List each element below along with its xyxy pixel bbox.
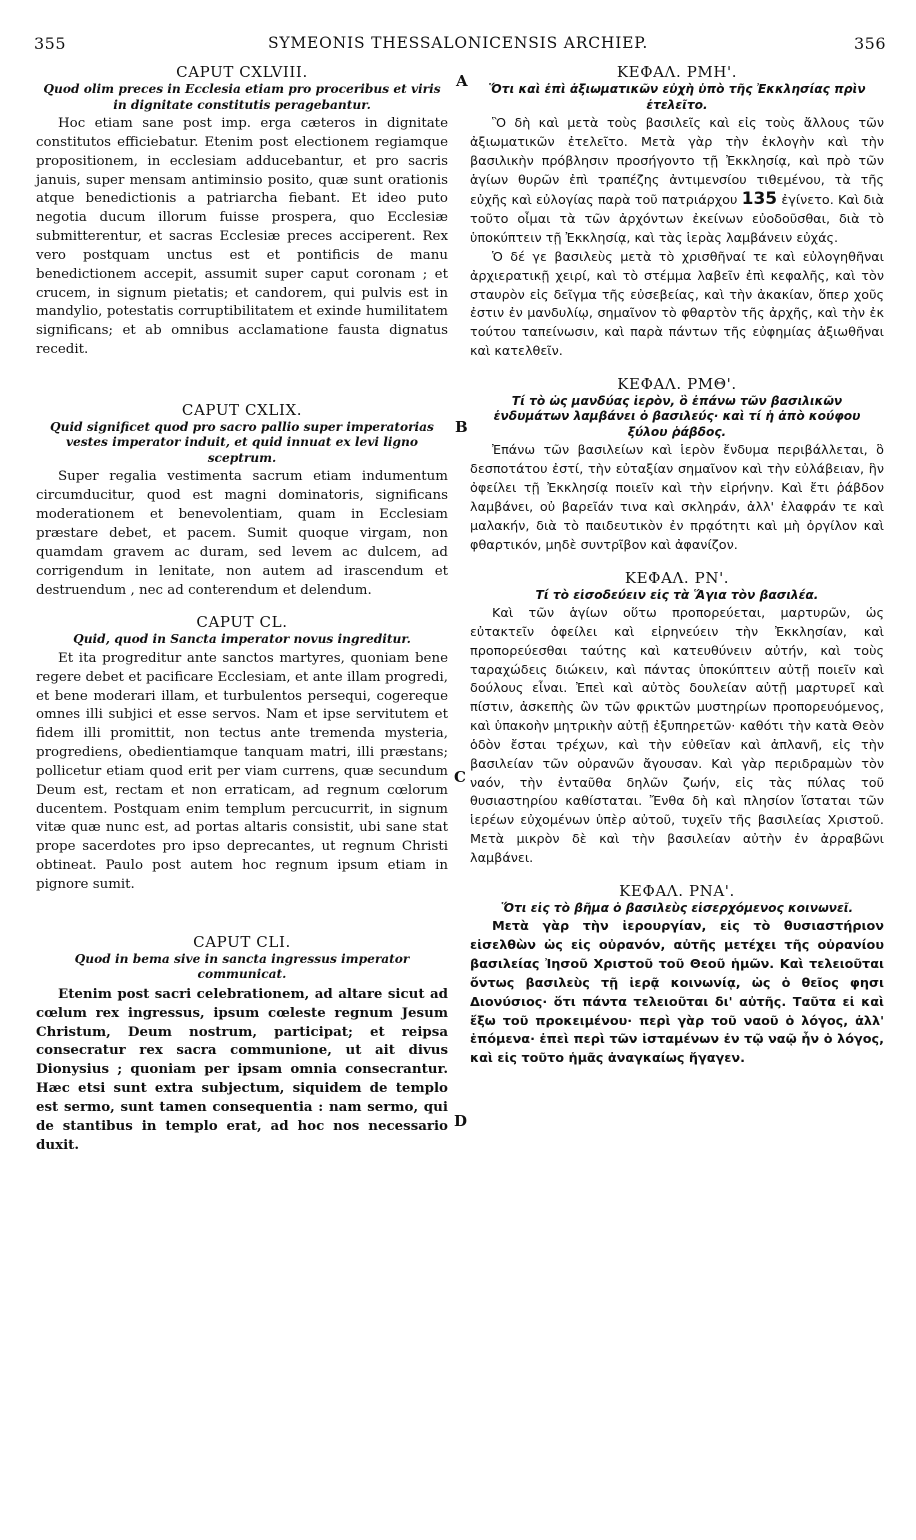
running-title: SYMEONIS THESSALONICENSIS ARCHIEP. (267, 34, 649, 52)
chapter-subtitle: Ὅτι καὶ ἐπὶ ἀξιωματικῶν εὐχὴ ὑπὸ τῆς Ἐκκλησίας πρὶν ἐτελεῖτο. (488, 82, 866, 112)
margin-marker-a: A (456, 72, 468, 90)
margin-marker-c: C (454, 768, 466, 786)
chapter-heading: CAPUT CL. (196, 613, 288, 632)
latin-column (36, 62, 448, 1154)
chapter-heading: ΚΕΦΑΛ. ΡΝ'. (624, 568, 730, 587)
chapter-heading: ΚΕΦΑΛ. ΡΜΗ'. (616, 63, 738, 81)
chapter-text: Super regalia vestimenta sacrum etiam indumentum circumducitur, quod est magni dominatoris, significans moderationem et benevolentiam, quam in Ecclesiam præstare debet, et pacem. Sumit quoque virgam, non quamdam gravem ac duram, sed levem ac dulcem, ad corrigendum in lenitate, non autem ad irascendum et destruendum , nec ad conterendum et delendum. (36, 469, 448, 598)
chapter-text-part: Ὃ δὴ καὶ μετὰ τοὺς βασιλεῖς καὶ εἰς τοὺς ἄλλους τῶν ἀξιωματικῶν ἐτελεῖτο. Μετὰ γὰρ τὴν ἐκλογὴν καὶ τὴν βασιλικὴν πρόβλησιν προσήγοντο τῇ Ἐκκλησίᾳ, καὶ πρὸ τῶν ἁγίων θυρῶν ἐπὶ τραπέζης ἀντιμενσίου τιθεμένου, τὰ τῆς εὐχῆς καὶ εὐλογίας παρὰ τοῦ πατριάρχου (470, 116, 884, 209)
chapter-subtitle: Quod in bema sive in sancta ingressus imperator communicat. (74, 951, 410, 982)
chapter-subtitle: Quod olim preces in Ecclesia etiam pro proceribus et viris in dignitate constitutis peragebantur. (43, 82, 441, 112)
margin-marker-b: B (455, 418, 468, 436)
running-header (30, 34, 886, 58)
chapter-heading: ΚΕΦΑΛ. ΡΝΑ'. (619, 881, 735, 900)
chapter-text (470, 115, 884, 249)
chapter-text: Καὶ τῶν ἁγίων οὕτω προπορεύεται, μαρτυρῶν, ὡς εὐτακτεῖν ὀφείλει καὶ εἰρηνεύειν τὴν Ἐκκλησίαν, καὶ προπορεύεσθαι ταύτης καὶ κατευθύνειν αὐτήν, καὶ τοὺς ταραχώδεις διώκειν, καὶ πάντας ὑποκύπτειν αὐτῇ ποιεῖν καὶ δούλους εἶναι. Ἐπεὶ καὶ αὐτὸς δουλείαν αὐτῇ μαρτυρεῖ καὶ πίστιν, ἀσκεπὴς ὢν τῶν φρικτῶν μυστηρίων προπορευόμενος, καὶ ὑπακοὴν μητρικὴν αὐτῇ ἐξυπηρετῶν· καθότι τὴν κατὰ Θεὸν ὁδὸν ἔσται τρέχων, καὶ τὴν εὐθεῖαν καὶ ἀπλανῆ, εἰς τὴν βασιλείαν τῶν οὐρανῶν ἄγουσαν. Καὶ γὰρ περιδραμὼν τὸν ναόν, τὴν ἐνταῦθα δηλῶν ζωήν, εἰς τὰς πύλας τοῦ θυσιαστηρίου καθίσταται. Ἔνθα δὴ καὶ πλησίον ἵσταται τῶν ἱερέων εὐχομένων ὑπὲρ αὐτοῦ, τυχεῖν τῆς βασιλείας Χριστοῦ. Μετὰ μικρὸν δὲ καὶ τὴν βασιλείαν αὐτὴν ἐν ἀρραβῶνι λαμβάνει. (470, 606, 884, 866)
chapter-text: Etenim post sacri celebrationem, ad altare sicut ad cœlum rex ingressus, ipsum cœleste regnum Jesum Christum, Deum nostrum, participat; et reipsa consecratur rex sacra communione, ut ait divus Dionysius ; quoniam per ipsam omnia consecrantur. Hæc etsi sunt extra subjectum, siquidem de templo est sermo, sunt tamen consequentia : nam sermo, qui de stantibus in templo erat, ad hoc nos necessario duxit. (36, 985, 448, 1153)
chapter-subtitle: Τί τὸ ὡς μανδύας ἱερὸν, ὃ ἐπάνω τῶν βασιλικῶν ἐνδυμάτων λαμβάνει ὁ βασιλεύς· καὶ τί ἡ ἀπὸ κούφου ξύλου ῥάβδος. (493, 393, 861, 439)
chapter-subtitle: Τί τὸ εἰσοδεύειν εἰς τὰ Ἅγια τὸν βασιλέα. (535, 587, 819, 602)
margin-marker-d: D (454, 1112, 468, 1130)
chapter-text-part: ἐγίνετο. Καὶ διὰ τοῦτο οἶμαι τὰ τῶν ἀρχόντων ἐκείνων εὐοδοῦσθαι, διὰ τὸ ὑποκύπτειν τῇ Ἐκκλησίᾳ, καὶ τὰς ἱερὰς λαμβάνειν εὐχάς. (470, 193, 884, 247)
chapter-text: Hoc etiam sane post imp. erga cæteros in dignitate constitutos efficiebatur. Etenim post electionem regiamque propositionem, in ecclesiam adducebantur, et pro sacris januis, super mensam antiminsio posito, quæ sunt orationis atque benedictionis a patriarcha fiebant. Et ideo puto negotia ducum illorum fuisse prospera, quo Ecclesiæ submitterentur, et sacras Ecclesiæ preces acciperent. Rex vero postquam unctus est et pontificis de manu benedictionem accepit, assumit super caput coronam ; et crucem, in signum pietatis; et candorem, qui pulvis est in mandylio, potestatis corruptibilitatem et exinde humilitatem significans; et ab omnibus acclamatione fausta dignatus recedit. (36, 116, 448, 358)
chapter-heading: ΚΕΦΑΛ. ΡΜΘ'. (617, 374, 737, 393)
greek-column (470, 62, 884, 1069)
chapter-subtitle: Quid, quod in Sancta imperator novus ingreditur. (73, 632, 411, 647)
chapter-subtitle: Ὅτι εἰς τὸ βῆμα ὁ βασιλεὺς εἰσερχόμενος κοινωνεῖ. (500, 900, 854, 915)
chapter-text: Ὁ δέ γε βασιλεὺς μετὰ τὸ χρισθῆναί τε καὶ εὐλογηθῆναι ἀρχιερατικῇ χειρί, καὶ τὸ στέμμα λαβεῖν ἐπὶ κεφαλῆς, καὶ τὸν σταυρὸν εἰς δεῖγμα τῆς εὐσεβείας, καὶ τὴν ἀκακίαν, ὅπερ χοῦς ἐστιν ἐν μανδυλίῳ, σημαῖνον τὸ φθαρτὸν τῆς ἀρχῆς, καὶ τὴν ἐκ τούτου ταπείνωσιν, καὶ παρὰ πάντων τῆς εὐφημίας ἀξιωθῆναι καὶ κατελθεῖν. (470, 249, 884, 360)
chapter-text: Ἐπάνω τῶν βασιλείων καὶ ἱερὸν ἔνδυμα περιβάλλεται, ὃ δεσποτάτου ἐστί, τὴν εὐταξίαν σημαῖνον καὶ τὴν εὐλάβειαν, ἣν ὀφείλει τῇ Ἐκκλησίᾳ ποιεῖν καὶ τὴν εἰρήνην. Καὶ ἔτι ῥάβδον λαμβάνει, οὐ βαρεῖάν τινα καὶ σκληράν, ἀλλ' ἐλαφράν τε καὶ μαλακήν, διὰ τὸ παιδευτικὸν ἐν πρᾳότητι καὶ μὴ ὀργίλον καὶ φθαρτικόν, μηδὲ συντρῖβον καὶ ἀφανίζον. (470, 443, 884, 553)
chapter-text: Et ita progreditur ante sanctos martyres, quoniam bene regere debet et pacificare Ecclesiam, et ante illam progredi, et bene moderari illam, et turbulentos persequi, cogereque omnes illi subjici et esse servos. Nam et ipse servitutem et fidem illi promittit, non tectus ante tremenda mysteria, progrediens, obedientiamque tanquam matri, illi præstans; pollicetur etiam quod erit per viam currens, quæ secundum Deum est, rectam et non erraticam, ad regnum cœlorum ducentem. Postquam enim templum percucurrit, in signum vitæ quæ nunc est, ad portas altaris consistit, ubi sane stat prope sacerdotes pro ipso deprecantes, ut regnum Christi obtineat. Paulo post autem hoc regnum ipsum etiam in pignore sumit. (36, 650, 448, 892)
chapter-heading: CAPUT CXLIX. (181, 400, 303, 419)
right-page-number: 356 (853, 34, 886, 53)
chapter-subtitle: Quid significet quod pro sacro pallio super imperatorias vestes imperator induit, et quid innuat ex levi ligno sceptrum. (50, 419, 434, 465)
chapter-heading: CAPUT CLI. (193, 932, 291, 951)
inline-page-number: 135 (741, 189, 778, 210)
left-page-number: 355 (34, 34, 67, 53)
chapter-heading: CAPUT CXLVIII. (176, 63, 308, 81)
chapter-text: Μετὰ γὰρ τὴν ἱερουργίαν, εἰς τὸ θυσιαστήριον εἰσελθὼν ὡς εἰς οὐρανόν, αὐτῆς μετέχει τῆς οὐρανίου βασιλείας Ἰησοῦ Χριστοῦ τοῦ Θεοῦ ἡμῶν. Καὶ τελειοῦται ὄντως βασιλεὺς τῇ ἱερᾷ κοινωνίᾳ, ὡς ὁ θεῖος φησι Διονύσιος· ὅτι πάντα τελειοῦται δι' αὐτῆς. Ταῦτα εἰ καὶ ἔξω τοῦ προκειμένου· περὶ γὰρ τοῦ ναοῦ ὁ λόγος, ἀλλ' ἑπόμενα· ἐπεὶ περὶ τῶν ἱσταμένων ἐν τῷ ναῷ ἦν ὁ λόγος, καὶ εἰς τοῦτο ἡμᾶς ἀναγκαίως ἤγαγεν. (470, 919, 884, 1067)
